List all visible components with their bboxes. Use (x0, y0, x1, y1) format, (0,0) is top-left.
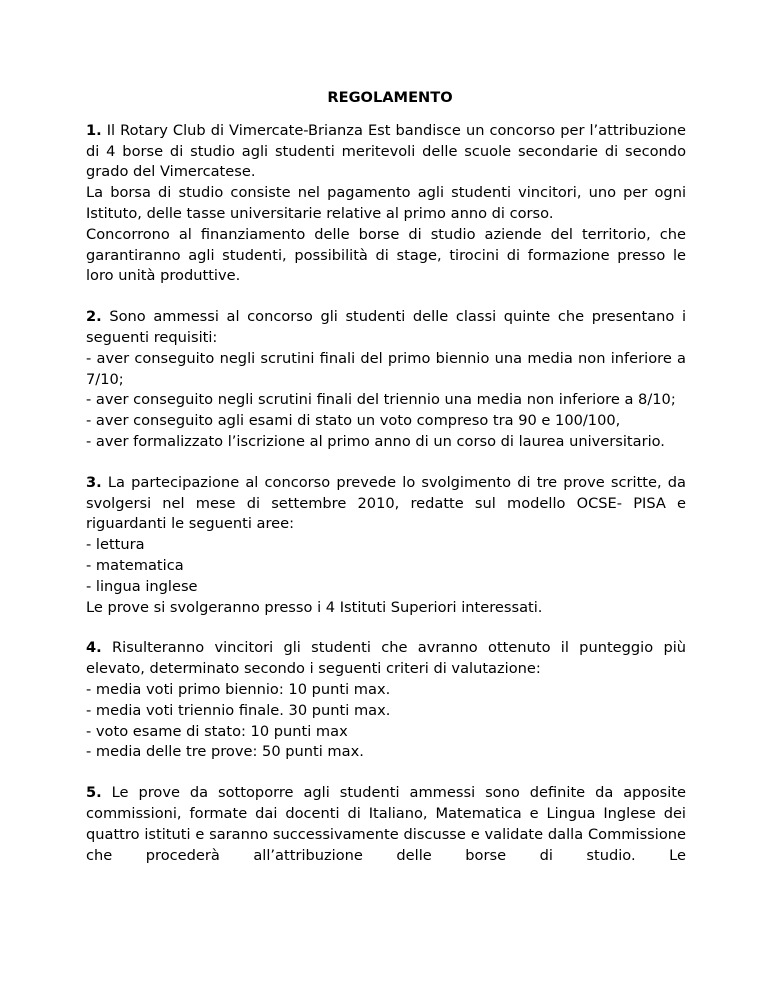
section-paragraph: 4. Risulteranno vincitori gli studenti che avranno ottenuto il punteggio più elevato, determinato secondo i seguenti criteri di valutazione: (86, 639, 687, 678)
section-paragraph: 1. Il Rotary Club di Vimercate-Brianza Est bandisce un concorso per l’attribuzione di 4 borse di studio agli studenti meritevoli delle scuole secondarie di secondo grado del Vimercatese. (86, 121, 687, 181)
criteria-item: - media voti primo biennio: 10 punti max. (86, 680, 391, 698)
section-number: 4. (86, 639, 102, 657)
section-paragraph: Le prove si svolgeranno presso i 4 Istituti Superiori interessati. (86, 598, 543, 616)
section-paragraph: 2. Sono ammessi al concorso gli studenti delle classi quinte che presentano i seguenti requisiti: (86, 308, 687, 346)
section-4 (86, 638, 686, 763)
section-5 (86, 783, 686, 866)
criteria-item: - media delle tre prove: 50 punti max. (86, 743, 364, 761)
section-number: 2. (86, 308, 102, 326)
section-paragraph: Concorrono al finanziamento delle borse di studio aziende del territorio, che garantiranno agli studenti, possibilità di stage, tirocini di formazione presso le loro unità produttive. (86, 225, 686, 285)
document-title: REGOLAMENTO (327, 89, 453, 106)
section-1 (86, 121, 686, 287)
requirement-item: - aver conseguito negli scrutini finali del primo biennio una media non inferiore a 7/10; (86, 349, 686, 388)
requirement-item: - aver formalizzato l’iscrizione al primo anno di un corso di laurea universitario. (86, 432, 665, 450)
section-paragraph: La borsa di studio consiste nel pagamento agli studenti vincitori, uno per ogni Istituto, delle tasse universitarie relative al primo anno di corso. (86, 184, 686, 222)
section-2 (86, 307, 686, 453)
section-number: 1. (86, 121, 102, 139)
document-page (86, 88, 686, 886)
section-number: 3. (86, 473, 102, 491)
section-3 (86, 473, 686, 619)
section-paragraph: 5. Le prove da sottoporre agli studenti ammessi sono definite da apposite commissioni, formate dai docenti di Italiano, Matematica e Lingua Inglese dei quattro istituti e saranno successivamente discusse e validate dalla Commissione che procederà all’attribuzione delle borse di studio. Le (86, 784, 687, 864)
area-item: - lettura (86, 536, 145, 554)
criteria-item: - voto esame di stato: 10 punti max (86, 722, 348, 740)
section-paragraph: 3. La partecipazione al concorso prevede lo svolgimento di tre prove scritte, da svolgersi nel mese di settembre 2010, redatte sul modello OCSE- PISA e riguardanti le seguenti aree: (86, 473, 686, 533)
requirement-item: - aver conseguito negli scrutini finali del triennio una media non inferiore a 8/10; (86, 391, 676, 409)
requirement-item: - aver conseguito agli esami di stato un voto compreso tra 90 e 100/100, (86, 412, 621, 430)
area-item: - lingua inglese (86, 577, 198, 595)
criteria-item: - media voti triennio finale. 30 punti max. (86, 701, 391, 719)
area-item: - matematica (86, 556, 184, 574)
section-number: 5. (86, 784, 102, 802)
